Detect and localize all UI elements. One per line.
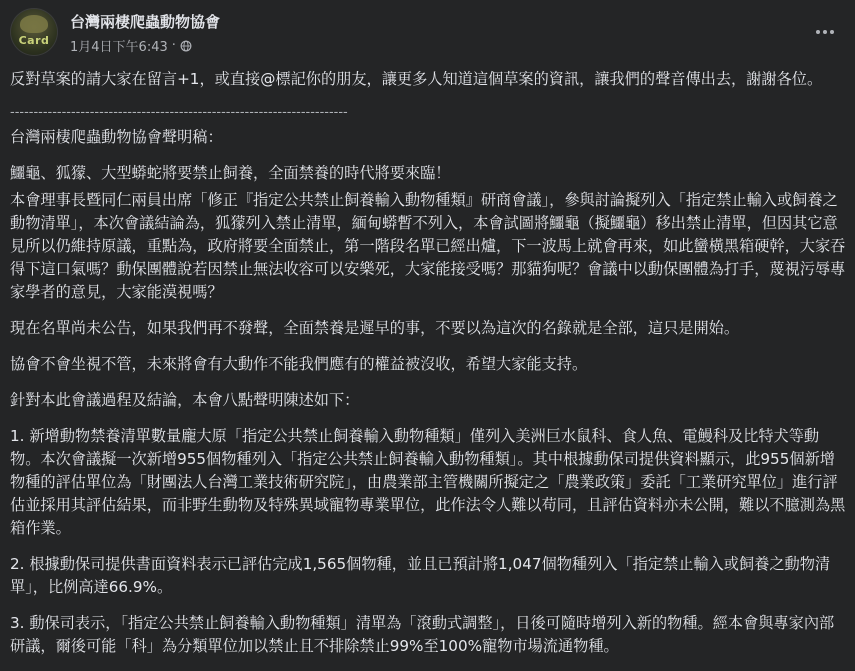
- statement-point-3: 3. 動保司表示，「指定公共禁止飼養輸入動物種類」清單為「滾動式調整」，日後可隨時增列入新的物種。經本會與專家內部研議，爾後可能「科」為分類單位加以禁止且不排除禁止99%至100%寵物市場流通物種。: [10, 614, 835, 655]
- statement-point-2: 2. 根據動保司提供書面資料表示已評估完成1,565個物種，並且已預計將1,047個物種列入「指定禁止輸入或飼養之動物清單」，比例高達66.9%。: [10, 555, 831, 596]
- post-paragraph: 本會理事長暨同仁兩員出席「修正『指定公共禁止飼養輸入動物種類』研商會議」，參與討論擬列入「指定禁止輸入或飼養之動物清單」，本次會議結論為，狐獴列入禁止清單，緬甸蟒暫不列入，本會試圖將鱷龜（擬鱷龜）移出禁止清單，但因其它意見所以仍維持原議，重點為，政府將要全面禁止，第一階段名單已經出爐，下一波馬上就會再來，如此蠻橫黑箱硬幹，大家吞得下這口氣嗎？動保團體說若因禁止無法收容可以安樂死，大家能接受嗎？那貓狗呢？會議中以動保團體為打手，蔑視污辱專家學者的意見，大家能漠視嗎？: [10, 191, 846, 301]
- page-name-link[interactable]: 台灣兩棲爬蟲動物協會: [70, 13, 221, 31]
- post-paragraph: 現在名單尚未公告，如果我們再不發聲，全面禁養是遲早的事，不要以為這次的名錄就是全部，這只是開始。: [10, 319, 739, 337]
- post-meta: [70, 36, 192, 55]
- page-avatar[interactable]: [10, 8, 58, 56]
- post-paragraph: 鱷龜、狐獴、大型蟒蛇將要禁止飼養，全面禁養的時代將要來臨！: [10, 164, 451, 182]
- globe-icon[interactable]: [180, 40, 192, 52]
- post-timestamp[interactable]: 1月4日下午6:43: [70, 40, 168, 55]
- divider-line: ------------------------------------------------------------------------: [10, 105, 348, 120]
- meta-separator: ·: [171, 38, 176, 53]
- more-options-icon: [816, 30, 834, 34]
- more-options-button[interactable]: [807, 14, 843, 50]
- avatar-logo-text: Card: [18, 34, 50, 47]
- statement-point-1: 1. 新增動物禁養清單數量龐大原「指定公共禁止飼養輸入動物種類」僅列入美洲巨水鼠科、食人魚、電鰻科及比特犬等動物。本次會議擬一次新增955個物種列入「指定公共禁止飼養輸入動物種類」。其中根據動保司提供資料顯示，此955個新增物種的評估單位為「財團法人台灣工業技術研究院」，由農業部主管機關所擬定之「農業政策」委託「工業研究單位」進行評估並採用其評估結果，而非野生動物及特殊異域寵物專業單位，此作法令人難以苟同，且評估資料亦未公開，難以不臆測為黑箱作業。: [10, 427, 846, 537]
- post-header: [10, 8, 845, 58]
- post-paragraph: 反對草案的請大家在留言+1，或直接@標記你的朋友，讓更多人知道這個草案的資訊，讓我們的聲音傳出去，謝謝各位。: [10, 70, 823, 88]
- logo-emblem: [20, 15, 48, 33]
- post-paragraph: 協會不會坐視不管，未來將會有大動作不能我們應有的權益被沒收，希望大家能支持。: [10, 355, 588, 373]
- post-body: [10, 68, 848, 671]
- post-paragraph: 針對本此會議過程及結論，本會八點聲明陳述如下：: [10, 391, 360, 409]
- statement-heading: 台灣兩棲爬蟲動物協會聲明稿：: [10, 128, 223, 146]
